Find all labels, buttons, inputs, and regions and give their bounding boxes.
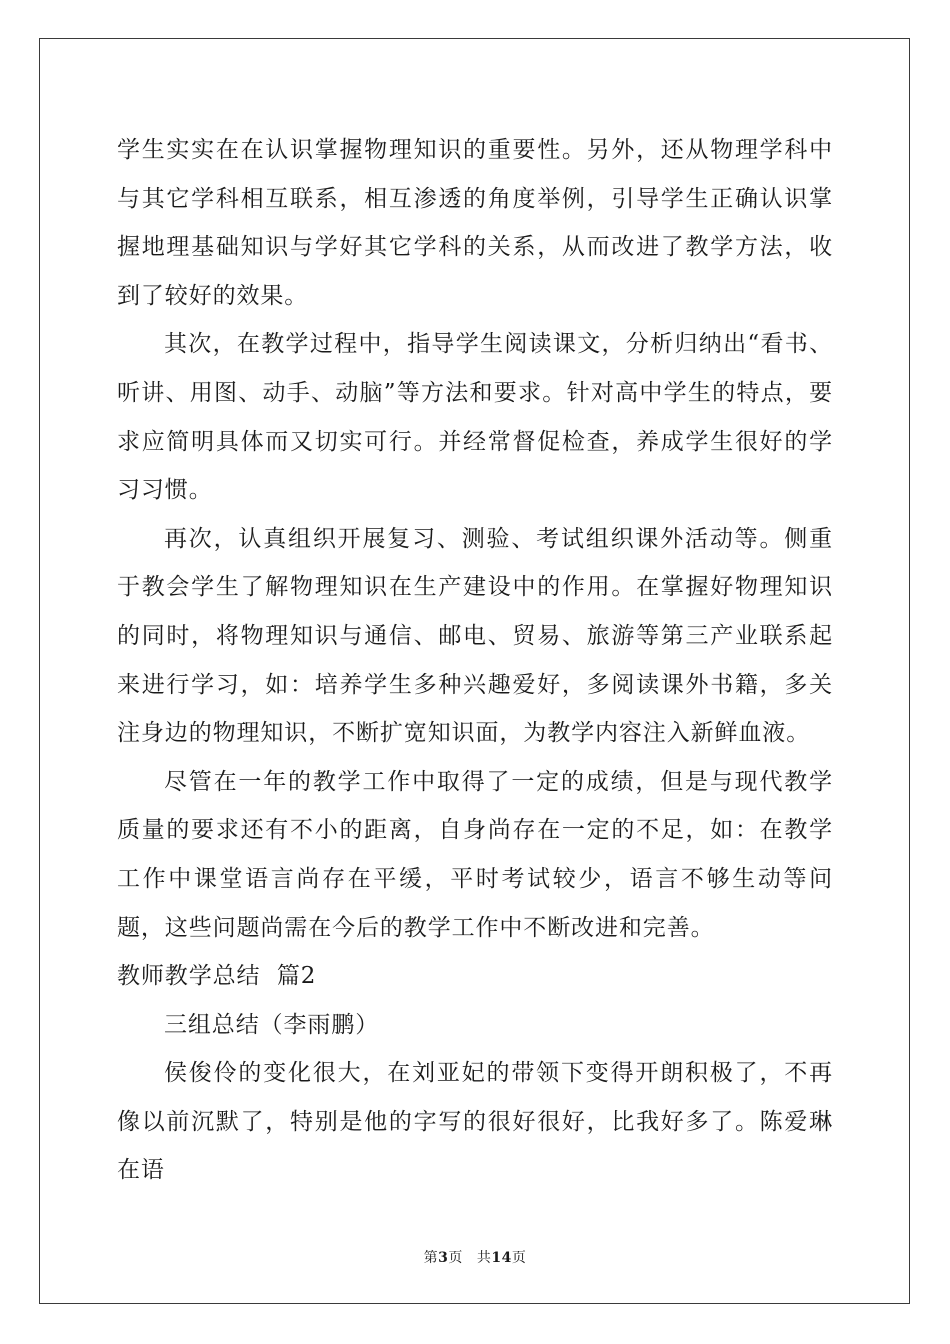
total-pages-number: 14 — [491, 1250, 512, 1266]
footer-total-suffix: 页 — [511, 1250, 527, 1266]
paragraph-final: 侯俊伶的变化很大，在刘亚妃的带领下变得开朗积极了，不再像以前沉默了，特别是他的字写的很好很好，比我好多了。陈爱琳在语 — [117, 1060, 833, 1184]
footer-page-suffix: 页 — [448, 1250, 463, 1266]
footer-total-prefix: 共 — [476, 1250, 492, 1266]
footer-prefix: 第 — [423, 1250, 439, 1266]
section-heading: 教师教学总结 篇2 — [117, 963, 317, 990]
paragraph-third: 再次，认真组织开展复习、测验、考试组织课外活动等。侧重于教会学生了解物理知识在生产建设中的作用。在掌握好物理知识的同时，将物理知识与通信、邮电、贸易、旅游等第三产业联系起来进行学习，如：培养学生多种兴趣爱好，多阅读课外书籍，多关注身边的物理知识，不断扩宽知识面，为教学内容注入新鲜血液。 — [117, 525, 833, 747]
section-subheading: 三组总结（李雨鹏） — [164, 1011, 380, 1038]
current-page-number: 3 — [438, 1250, 449, 1266]
document-body — [117, 126, 833, 1195]
paragraph-fourth: 尽管在一年的教学工作中取得了一定的成绩，但是与现代教学质量的要求还有不小的距离，自身尚存在一定的不足，如：在教学工作中课堂语言尚存在平缓，平时考试较少，语言不够生动等问题，这些问题尚需在今后的教学工作中不断改进和完善。 — [117, 768, 833, 941]
paragraph-continuation: 学生实实在在认识掌握物理知识的重要性。另外，还从物理学科中与其它学科相互联系，相互渗透的角度举例，引导学生正确认识掌握地理基础知识与学好其它学科的关系，从而改进了教学方法，收到了较好的效果。 — [117, 137, 833, 309]
page-footer — [0, 1247, 950, 1267]
paragraph-second: 其次，在教学过程中，指导学生阅读课文，分析归纳出“看书、听讲、用图、动手、动脑”等方法和要求。针对高中学生的特点，要求应简明具体而又切实可行。并经常督促检查，养成学生很好的学习习惯。 — [117, 331, 833, 504]
